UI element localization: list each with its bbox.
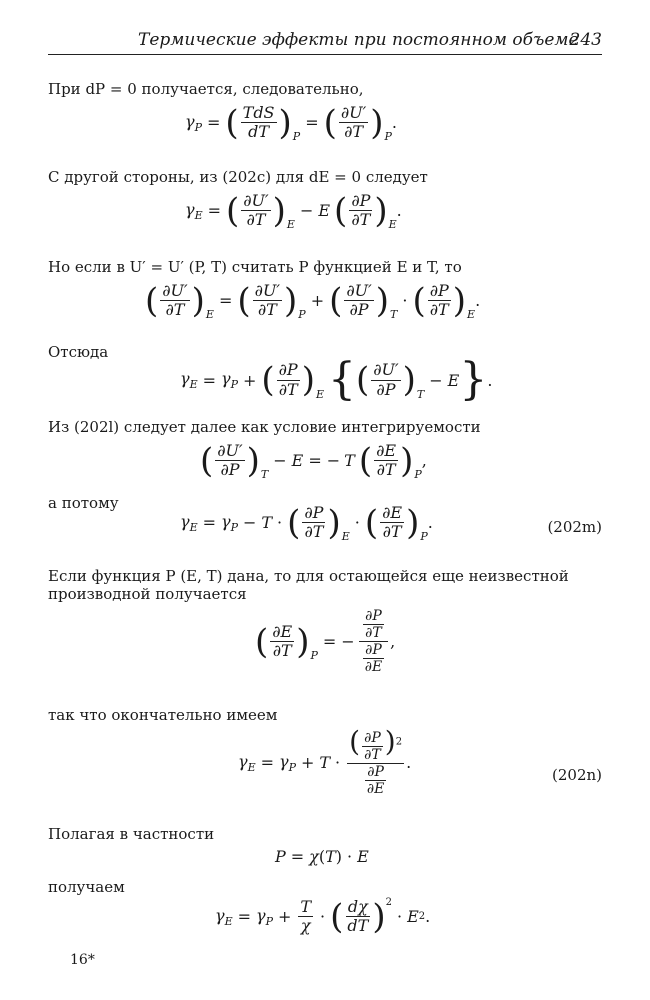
paragraph-4: Отсюда	[48, 343, 109, 361]
paragraph-5: Из (202l) следует далее как условие интегрируемости	[48, 418, 481, 436]
running-head	[48, 28, 602, 56]
equation-final: $\gamma_E$ = $\gamma_P$ + $\frac{T}{\chi}$ · ( $\frac{d\chi}{dT}$ ) $^2$ · E 2 .	[215, 896, 431, 937]
header-title: Термические эффекты при постоянном объеме	[138, 30, 579, 50]
equation-derivative-e: ( $\frac{\partial E}{\partial T}$ ) P = − $\frac{\frac{\partial P}{\partial T}}{\frac{\partial P}{\partial E}}$ ,	[255, 608, 396, 676]
paragraph-1: При dP = 0 получается, следовательно,	[48, 80, 364, 98]
equation-gamma-e: $\gamma_E$ = ( $\frac{\partial U'}{\partial T}$ ) E − E ( $\frac{\partial P}{\partial T}$ ) E .	[185, 190, 402, 232]
paragraph-9: так что окончательно имеем	[48, 706, 278, 724]
equation-number-202n: (202n)	[552, 766, 602, 784]
equation-number-202m: (202m)	[547, 518, 602, 536]
paragraph-7: Если функция P (E, T) дана, то для остающейся еще неизвестной	[48, 567, 569, 585]
paragraph-3: Но если в U′ = U′ (P, T) считать P функцией E и T, то	[48, 258, 462, 276]
paragraph-2: С другой стороны, из (202c) для dE = 0 следует	[48, 168, 428, 186]
equation-gamma-p: $\gamma_P$ = ( $\frac{\text{TdS}}{dT}$ ) P = ( $\frac{\partial U'}{\partial T}$ ) P .	[185, 102, 398, 144]
paragraph-11: получаем	[48, 878, 125, 896]
header-rule	[48, 54, 602, 55]
signature-mark: 16*	[70, 952, 95, 968]
paragraph-10: Полагая в частности	[48, 825, 215, 843]
equation-gamma-relation: $\gamma_E$ = $\gamma_P$ + ( $\frac{\partial P}{\partial T}$ ) E { ( $\frac{\partial U'}{\partial P}$ ) T − E } .	[180, 354, 493, 405]
equation-chain-rule: ( $\frac{\partial U'}{\partial T}$ ) E = ( $\frac{\partial U'}{\partial T}$ ) P + ( $\frac{\partial U'}{\partial P}$ ) T · ( $\frac{\partial P}{\partial T}$ ) E .	[145, 280, 481, 322]
paragraph-8: производной получается	[48, 585, 247, 603]
page-number: 243	[569, 30, 602, 50]
equation-p-chi: P = χ ( T ) · E	[275, 847, 369, 866]
paragraph-6: а потому	[48, 494, 119, 512]
equation-integrability: ( $\frac{\partial U'}{\partial P}$ ) T − E = − T ( $\frac{\partial E}{\partial T}$ ) P ,	[200, 440, 427, 482]
equation-202n: $\gamma_E$ = $\gamma_P$ + T · ( $\frac{\partial P}{\partial T}$ )$^2$ $\frac{\partial P}{\partial E}$ .	[238, 725, 412, 798]
equation-202m: $\gamma_E$ = $\gamma_P$ − T · ( $\frac{\partial P}{\partial T}$ ) E · ( $\frac{\partial E}{\partial T}$ ) P .	[180, 502, 433, 544]
